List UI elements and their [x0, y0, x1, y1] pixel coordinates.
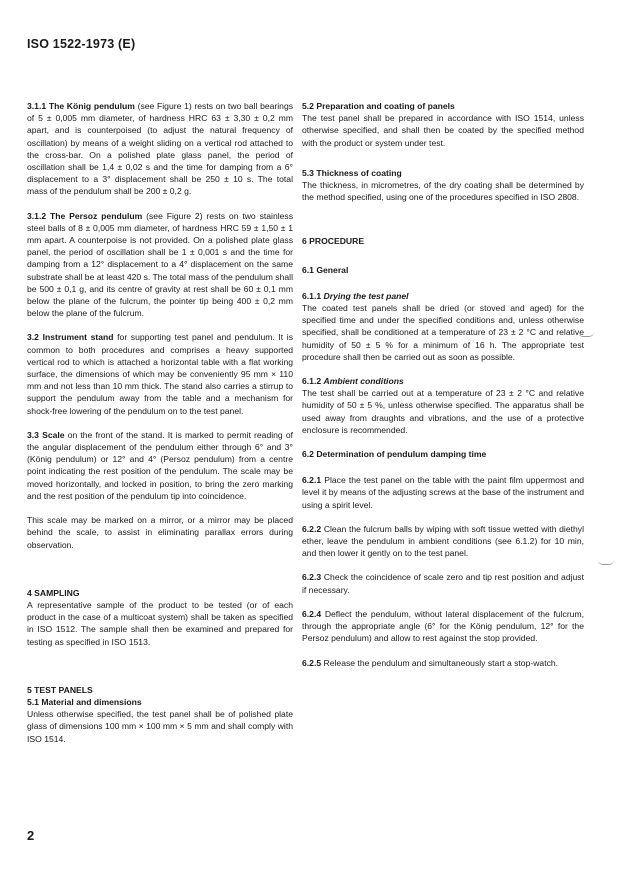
clause-number: 3.2 — [27, 332, 39, 343]
clause-body: for supporting test panel and pendulum. It is common to both procedures and comprises a heavy supported vertical rod to which is attached a horizontal table with a flat working surface, the dimensions of which may be conveniently 95 mm × 110 mm and not less than 10 mm thick. The stand also carries a stirrup to support the pendulum away from the table and a mechanism for shock-free lowering of the pendulum on to the test panel. — [27, 332, 293, 416]
clause-body: Clean the fulcrum balls by wiping with soft tissue wetted with diethyl ether, leave the pendulum in ambient conditions (see 6.1.2) for 10 min, and then lower it gently on to the test panel. — [302, 523, 584, 559]
clause-5-2-heading: 5.2 Preparation and coating of panels — [302, 101, 455, 111]
margin-mark — [578, 332, 594, 337]
clause-3-2 — [27, 331, 293, 416]
clause-5-1-body: Unless otherwise specified, the test panel shall be of polished plate glass of dimensions 100 mm × 100 mm × 5 mm and shall comply with ISO 1514. — [27, 709, 293, 744]
clause-6-1-2-heading — [302, 375, 584, 387]
clause-number: 6.2.1 — [302, 475, 322, 486]
clause-title: The Persoz pendulum — [50, 210, 143, 221]
clause-number: 3.3 — [27, 429, 39, 440]
clause-title: The König pendulum — [48, 101, 135, 111]
document-header: ISO 1522-1973 (E) — [27, 37, 136, 51]
section-4-heading: 4 SAMPLING — [27, 587, 80, 598]
clause-number: 6.2.3 — [302, 572, 322, 583]
clause-5-3-body: The thickness, in micrometres, of the dry coating shall be determined by the method specified, using one of the procedures specified in ISO 2808. — [302, 180, 584, 203]
clause-6-1-1-heading — [302, 290, 584, 302]
clause-3-3 — [27, 429, 293, 502]
clause-5-3-heading: 5.3 Thickness of coating — [302, 167, 402, 178]
section-4-body: A representative sample of the product to be tested (or of each product in the case of a multicoat system) shall be taken as specified in ISO 1512. The sample shall then be examined and prepared for testing as specified in ISO 1513. — [27, 599, 293, 647]
clause-number: 6.2.5 — [302, 657, 322, 668]
clause-6-1-2-body: The test shall be carried out at a temperature of 23 ± 2 °C and relative humidity of 50 ± 5 %, unless otherwise specified. The apparatus shall be used away from draughts and vibrations, and the use of a protective enclosure is recommended. — [302, 388, 584, 435]
clause-5-1-heading: 5.1 Material and dimensions — [27, 696, 142, 707]
right-column — [302, 100, 584, 669]
clause-number: 6.1.1 — [302, 290, 322, 301]
clause-number: 3.1.1 — [27, 101, 47, 111]
clause-3-1-1 — [27, 100, 293, 198]
clause-title: Instrument stand — [42, 332, 114, 343]
section-6-heading: 6 PROCEDURE — [302, 236, 365, 247]
clause-3-3-para-2: This scale may be marked on a mirror, or a mirror may be placed behind the scale, to assist in eliminating parallax errors during observation. — [27, 515, 293, 550]
section-5-heading: 5 TEST PANELS — [27, 684, 93, 695]
clause-6-2-5 — [302, 657, 584, 669]
clause-body: Check the coincidence of scale zero and tip rest position and adjust if necessary. — [302, 572, 584, 595]
clause-6-2-heading: 6.2 Determination of pendulum damping time — [302, 449, 487, 460]
clause-3-1-2 — [27, 210, 293, 320]
clause-body: (see Figure 2) rests on two stainless steel balls of 8 ± 0,005 mm diameter, of hardness HRC 59 ± 1,50 ± 1 mm apart. A counterpoise is not provided. On a polished plate glass panel, the period of oscillation shall be 1 ± 0,001 s and the time for damping from a 12° displacement to a 4° displacement on the same substrate shall be at least 420 s. The total mass of the pendulum shall be 500 ± 0,1 g, and its centre of gravity at rest shall be 60 ± 0,1 mm below the plane of the fulcrum, the pointer tip being 400 ± 0,2 mm below the plane of the fulcrum. — [27, 210, 294, 319]
clause-number: 6.2.2 — [302, 523, 322, 534]
clause-6-1-heading: 6.1 General — [302, 264, 349, 275]
clause-body: Deflect the pendulum, without lateral displacement of the fulcrum, through the appropriate angle (6° for the König pendulum, 12° for the Persoz pendulum) and allow to rest against the stop provided. — [302, 608, 585, 644]
left-column — [27, 100, 293, 745]
clause-body: Release the pendulum and simultaneously start a stop-watch. — [323, 657, 559, 668]
clause-6-2-3 — [302, 571, 584, 595]
clause-title: Drying the test panel — [323, 290, 409, 301]
clause-body: Place the test panel on the table with the paint film uppermost and level it by means of the adjusting screws at the base of the instrument and using a spirit level. — [302, 475, 584, 510]
clause-body: on the front of the stand. It is marked to permit reading of the angular displacement of the pendulum either through 6° and 3° (König pendulum) or 12° and 4° (Persoz pendulum) from a centre point indicating the rest position of the pendulum. The scale may be moved horizontally, and locked in position, to bring the zero marking and the rest position of the pendulum tip into coincidence. — [27, 429, 294, 501]
clause-5-2-body: The test panel shall be prepared in accordance with ISO 1514, unless otherwise specified, and shall then be coated by the specified method with the product or system under test. — [302, 113, 584, 148]
clause-6-2-1 — [302, 474, 584, 511]
clause-6-2-2 — [302, 523, 584, 560]
clause-number: 6.1.2 — [302, 376, 322, 387]
clause-title: Ambient conditions — [323, 376, 404, 387]
clause-number: 6.2.4 — [302, 608, 322, 619]
page-number: 2 — [27, 828, 35, 843]
clause-title: Scale — [42, 429, 65, 440]
clause-body: (see Figure 1) rests on two ball bearings of 5 ± 0,005 mm diameter, of hardness HRC 63 ± 3,30 ± 0,2 mm apart, and is counterpoised (to adjust the natural frequency of oscillation) by means of a weight sliding on a vertical rod attached to the cross-bar. On a polished plate glass panel, the period of oscillation shall be 1,4 ± 0,02 s and the time for damping from a 6° displacement to a 3° displacement shall be 250 ± 10 s. The total mass of the pendulum shall be 200 ± 0,2 g. — [27, 101, 294, 197]
clause-6-2-4 — [302, 608, 584, 645]
margin-mark — [598, 560, 614, 565]
clause-6-1-1-body: The coated test panels shall be dried (or stoved and aged) for the specified time and under the specified conditions and, unless otherwise specified, shall be conditioned at a temperature of 23 ± 2 °C and relative humidity of 50 ± 5 % for a minimum of 16 h. The appropriate test procedure shall then be carried out as soon as possible. — [302, 303, 584, 362]
clause-number: 3.1.2 — [27, 210, 47, 221]
